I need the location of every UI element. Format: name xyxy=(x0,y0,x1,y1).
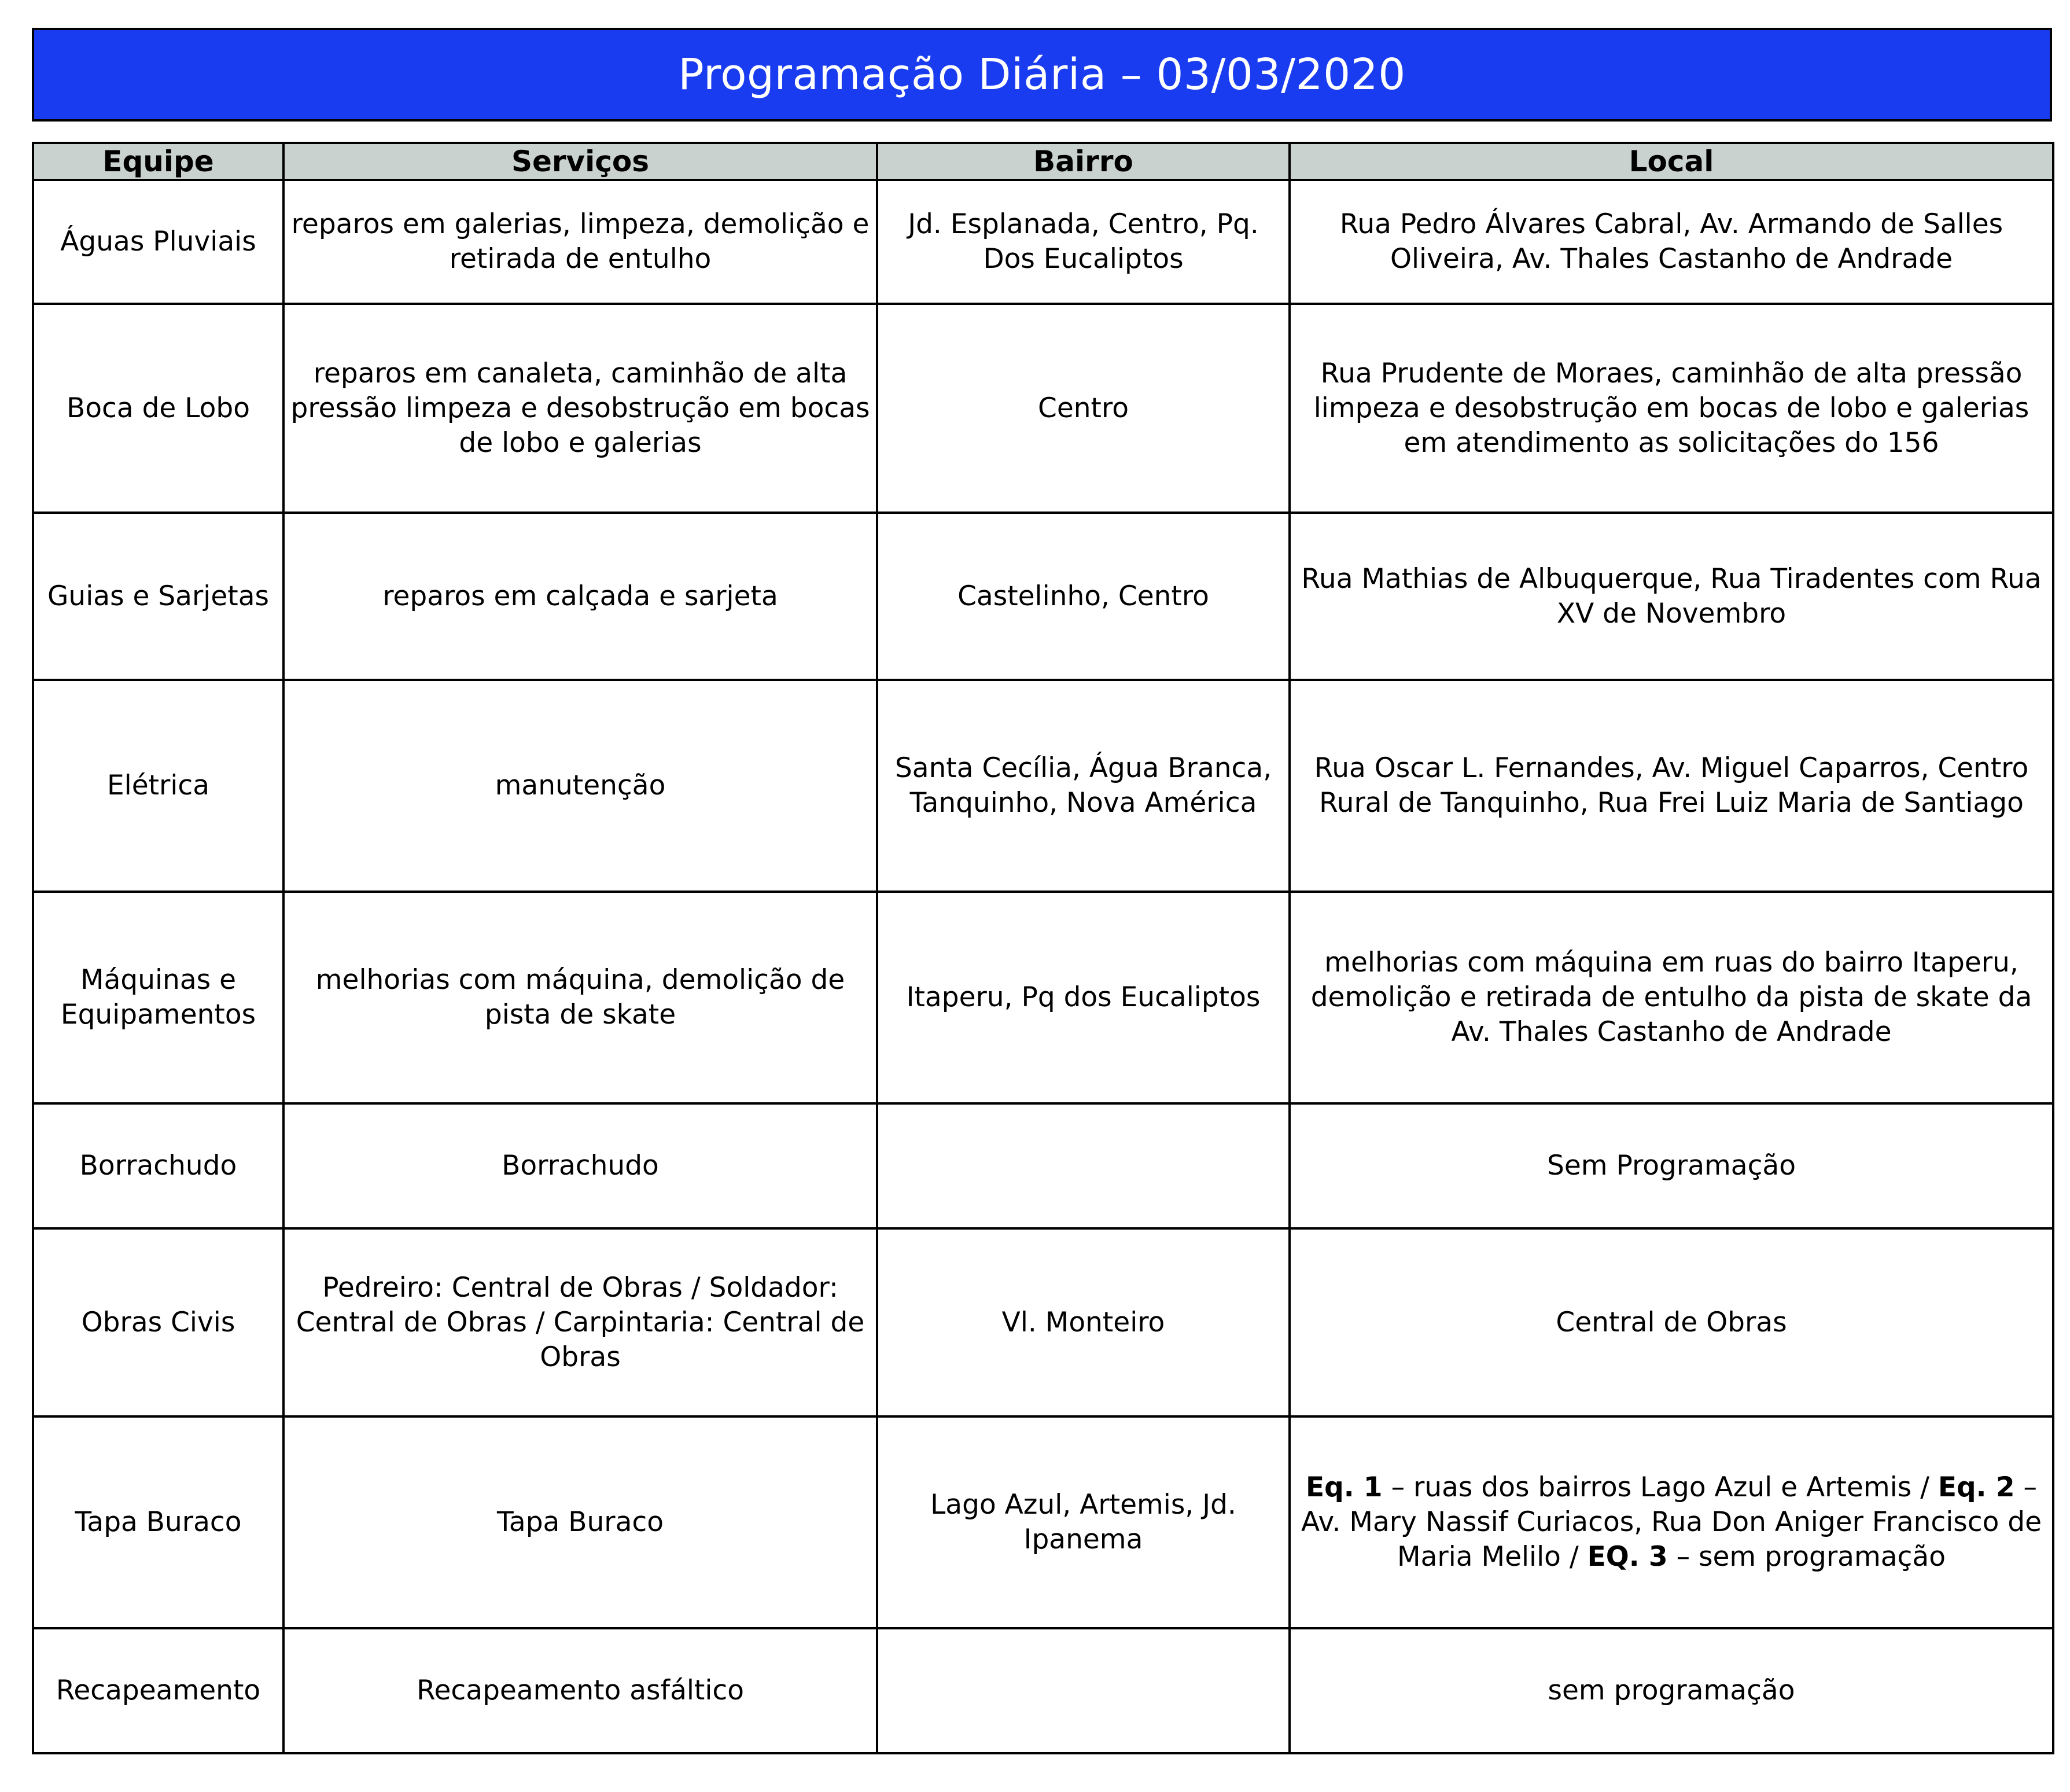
table-row xyxy=(33,892,2053,1103)
cell-equipe: Recapeamento xyxy=(33,1628,283,1753)
cell-local: Rua Pedro Álvares Cabral, Av. Armando de Salles Oliveira, Av. Thales Castanho de Andrade xyxy=(1290,180,2053,304)
cell-local: Rua Oscar L. Fernandes, Av. Miguel Caparros, Centro Rural de Tanquinho, Rua Frei Luiz Maria de Santiago xyxy=(1290,680,2053,892)
cell-servicos: melhorias com máquina, demolição de pista de skate xyxy=(283,892,877,1103)
cell-local: Sem Programação xyxy=(1290,1103,2053,1228)
schedule-table xyxy=(32,142,2054,1754)
cell-local: sem programação xyxy=(1290,1628,2053,1753)
cell-local: melhorias com máquina em ruas do bairro Itaperu, demolição e retirada de entulho da pista de skate da Av. Thales Castanho de Andrade xyxy=(1290,892,2053,1103)
cell-equipe: Borrachudo xyxy=(33,1103,283,1228)
eq2-label: Eq. 2 xyxy=(1938,1471,2015,1503)
table-row xyxy=(33,513,2053,680)
table-row xyxy=(33,1228,2053,1416)
cell-local xyxy=(1290,1416,2053,1628)
cell-equipe: Máquinas e Equipamentos xyxy=(33,892,283,1103)
cell-bairro: Lago Azul, Artemis, Jd. Ipanema xyxy=(877,1416,1290,1628)
table-row xyxy=(33,1416,2053,1628)
table-row xyxy=(33,304,2053,513)
header-servicos: Serviços xyxy=(283,143,877,180)
cell-servicos: reparos em galerias, limpeza, demolição e retirada de entulho xyxy=(283,180,877,304)
cell-servicos: Recapeamento asfáltico xyxy=(283,1628,877,1753)
cell-bairro xyxy=(877,1103,1290,1228)
cell-servicos: reparos em canaleta, caminhão de alta pressão limpeza e desobstrução em bocas de lobo e galerias xyxy=(283,304,877,513)
cell-servicos: reparos em calçada e sarjeta xyxy=(283,513,877,680)
cell-local: Central de Obras xyxy=(1290,1228,2053,1416)
cell-servicos: Borrachudo xyxy=(283,1103,877,1228)
cell-bairro: Centro xyxy=(877,304,1290,513)
table-row xyxy=(33,680,2053,892)
eq1-label: Eq. 1 xyxy=(1305,1471,1383,1503)
cell-local: Rua Mathias de Albuquerque, Rua Tiradentes com Rua XV de Novembro xyxy=(1290,513,2053,680)
header-row xyxy=(33,143,2053,180)
table-row xyxy=(33,1628,2053,1753)
cell-bairro: Itaperu, Pq dos Eucaliptos xyxy=(877,892,1290,1103)
cell-bairro xyxy=(877,1628,1290,1753)
header-bairro: Bairro xyxy=(877,143,1290,180)
title-bar xyxy=(32,28,2052,122)
cell-bairro: Santa Cecília, Água Branca, Tanquinho, Nova América xyxy=(877,680,1290,892)
header-local: Local xyxy=(1290,143,2053,180)
cell-local: Rua Prudente de Moraes, caminhão de alta pressão limpeza e desobstrução em bocas de lobo e galerias em atendimento as solicitações do 156 xyxy=(1290,304,2053,513)
cell-equipe: Tapa Buraco xyxy=(33,1416,283,1628)
cell-equipe: Obras Civis xyxy=(33,1228,283,1416)
cell-bairro: Castelinho, Centro xyxy=(877,513,1290,680)
cell-equipe: Boca de Lobo xyxy=(33,304,283,513)
cell-equipe: Elétrica xyxy=(33,680,283,892)
eq3-text: – sem programação xyxy=(1667,1541,1946,1573)
cell-equipe: Guias e Sarjetas xyxy=(33,513,283,680)
cell-servicos: manutenção xyxy=(283,680,877,892)
cell-servicos: Tapa Buraco xyxy=(283,1416,877,1628)
table-row xyxy=(33,1103,2053,1228)
cell-bairro: Vl. Monteiro xyxy=(877,1228,1290,1416)
cell-bairro: Jd. Esplanada, Centro, Pq. Dos Eucaliptos xyxy=(877,180,1290,304)
eq1-text: – ruas dos bairros Lago Azul e Artemis / xyxy=(1382,1471,1938,1503)
cell-servicos: Pedreiro: Central de Obras / Soldador: Central de Obras / Carpintaria: Central de Obras xyxy=(283,1228,877,1416)
header-equipe: Equipe xyxy=(33,143,283,180)
eq3-label: EQ. 3 xyxy=(1587,1541,1668,1573)
cell-equipe: Águas Pluviais xyxy=(33,180,283,304)
page-title: Programação Diária – 03/03/2020 xyxy=(678,50,1406,100)
eq2-text: – Av. Mary Nassif Curiacos, Rua Don Aniger Francisco de Maria Melilo / xyxy=(1301,1471,2042,1573)
table-row xyxy=(33,180,2053,304)
